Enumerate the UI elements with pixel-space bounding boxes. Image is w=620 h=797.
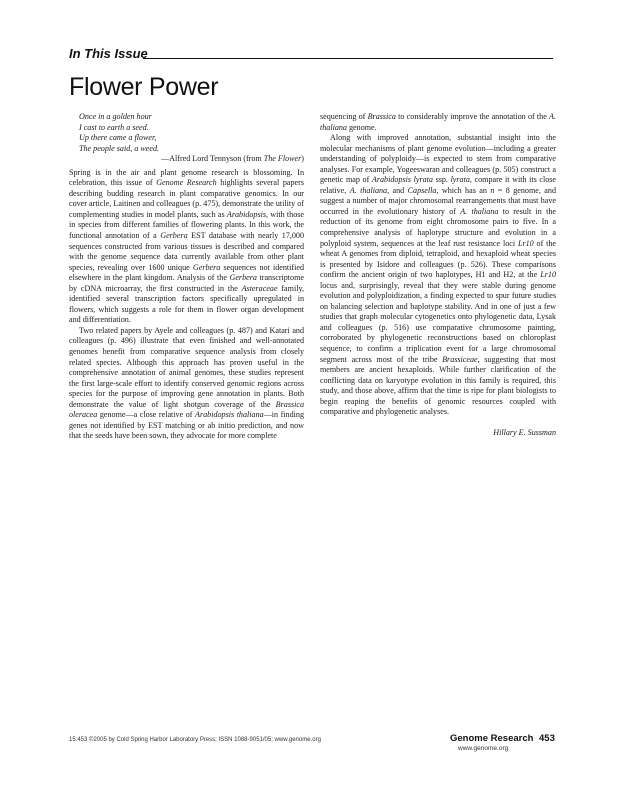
text-run: ssp. [432, 175, 451, 185]
text-run: Two related papers by Ayele and colleagues (p. 487) and Katari and colleagues (p. 496) illustrate that even finished and well-annotated genomes benefit from comparative sequence analysis from closely related species. Although this approach has proven useful in the comprehensive annotation of animal genomes, these studies represent the first large-scale effort to identify conserved genomic regions across species for the purpose of improving gene annotation in plants. Both demonstrate the value of light shotgun coverage of the [69, 325, 304, 409]
text-run: , which has an [436, 185, 491, 195]
gene-name: Lr10 [517, 238, 534, 248]
species-name: Brassica [367, 112, 396, 121]
right-column [320, 112, 556, 438]
text-run: genome—a close relative of [97, 410, 196, 420]
text-run: , with those in species from different families of flowering plants. In this work, the functional annotation of a [69, 209, 305, 241]
species-name: Brassiceae [442, 354, 478, 364]
text-run: , and [387, 185, 408, 195]
species-name: A. thaliana [460, 206, 499, 216]
species-name: Brassica oleracea [69, 399, 304, 420]
paragraph-2-continued [320, 112, 556, 133]
species-name: Capsella [407, 185, 437, 195]
epigraph-line: Up there came a flower, [79, 133, 157, 143]
footer-journal-name: Genome Research [450, 733, 534, 744]
text-run: = 8 genome, and suggest a number of major chromosomal rearrangements that must have occurred in the evolutionary history of [320, 185, 556, 216]
article-title: Flower Power [69, 73, 219, 101]
species-name: lyrata [450, 175, 470, 185]
author-signature: Hillary E. Sussman [493, 427, 556, 437]
text-run: Along with improved annotation, substantial insight into the molecular mechanisms of plant genome evolution—including a greater understanding of polyploidy—is expected to stem from comparative analyses. For example, Yogeeswaran and colleagues (p. 505) construct a genetic map of [320, 133, 556, 185]
species-name: Gerbera [229, 273, 257, 283]
epigraph [79, 112, 304, 154]
text-run: transcriptome by cDNA microarray, the first constructed in the [69, 273, 304, 293]
paragraph-2 [69, 326, 304, 442]
species-name: A. thaliana [320, 112, 556, 132]
text-run: of the wheat A genomes from diploid, tetraploid, and hexaploid wheat species is presented by Isidore and colleagues (p. 526). These comparisons confirm the ancient origin of two haplotypes, H1 and H2, at the [320, 238, 556, 280]
species-name: Arabidopsis thaliana [195, 410, 264, 420]
species-name: Arabidopsis [226, 209, 267, 219]
epigraph-line: The people said, a weed. [79, 143, 160, 153]
text-run: sequences not identified elsewhere in the plant kingdom. Analysis of the [69, 262, 304, 283]
section-rule [143, 58, 553, 59]
page-number: 453 [539, 733, 555, 744]
epigraph-line: I cast to earth a seed. [79, 122, 149, 132]
paragraph-3 [320, 133, 556, 418]
attribution-work: The Flower [263, 154, 302, 164]
text-run: EST database with nearly 17,000 sequences constructed from various tissues is described and compared with the genome sequence data currently available from other plant species, revealing over 1600 unique [69, 231, 304, 272]
footer-citation: 15:453 ©2005 by Cold Spring Harbor Laboratory Press; ISSN 1088-9051/05; www.genome.org [69, 737, 321, 743]
epigraph-attribution [69, 154, 304, 165]
attribution-close: ) [301, 154, 304, 164]
paragraph-1 [69, 168, 304, 326]
footer-url: www.genome.org [458, 745, 509, 752]
text-run: Spring is in the air and plant genome research is blossoming. In celebration, this issue of [69, 167, 304, 188]
text-run: , suggesting that most members are ancient hexaploids. While further clarification of the conflicting data on karyotype evolution in this family is required, this study, and those above, affirm that the time is ripe for plant biologists to begin reaping the benefits of genomic resources coupled with comparative and phylogenetic analyses. [320, 354, 556, 417]
species-name: Arabidopsis lyrata [371, 175, 433, 185]
section-label: In This Issue [69, 46, 148, 61]
text-run: to result in the reduction of its genome from eight chromosome pairs to five. In a comprehensive analysis of haplotype structure and evolution in a polyploid system, sequences at the leaf rust resistance loci [320, 206, 556, 248]
text-run: family, identified several transcription factors specifically upregulated in flowers, which suggests a role for them in flower organ development and differentiation. [69, 283, 304, 325]
text-run: highlights several papers describing budding research in plant comparative genomics. In our cover article, Laitinen and colleagues (p. 475), demonstrate the utility of complementing studies in model plants, such as [69, 178, 304, 219]
text-run: locus and, surprisingly, reveal that they were stable during genome evolution and polyploidization, a finding expected to spur future studies on balancing selection and haplotype stability. And in one of just a few studies that graph molecular cytogenetics onto phylogenetic data, Lysak and colleagues (p. 516) use comparative chromosome painting, corroborated by phylogenetic reconstructions based on chloroplast sequence, to confirm a triplication event for a large chromosomal segment across most of the tribe [320, 280, 556, 364]
epigraph-line: Once in a golden hour [79, 112, 152, 121]
species-name: Gerbera [192, 262, 221, 272]
species-name: Asteraceae [241, 283, 278, 293]
journal-name: Genome Research [156, 178, 217, 188]
species-name: Gerbera [160, 231, 188, 241]
species-name: A. thaliana [349, 185, 388, 195]
text-run: —in finding genes not identified by EST matching or ab initio prediction, and now that the seeds have been sown, they advocate for more complete [69, 410, 304, 441]
text-run: genome. [346, 122, 377, 132]
left-column [69, 112, 304, 442]
attribution-author: —Alfred Lord Tennyson (from [161, 154, 264, 164]
text-run: to considerably improve the annotation of the [395, 112, 550, 121]
math-variable: n [490, 185, 495, 195]
gene-name: Lr10 [540, 270, 556, 280]
text-run: , compare it with its close relative, [320, 175, 557, 195]
text-run: sequencing of [320, 112, 368, 121]
